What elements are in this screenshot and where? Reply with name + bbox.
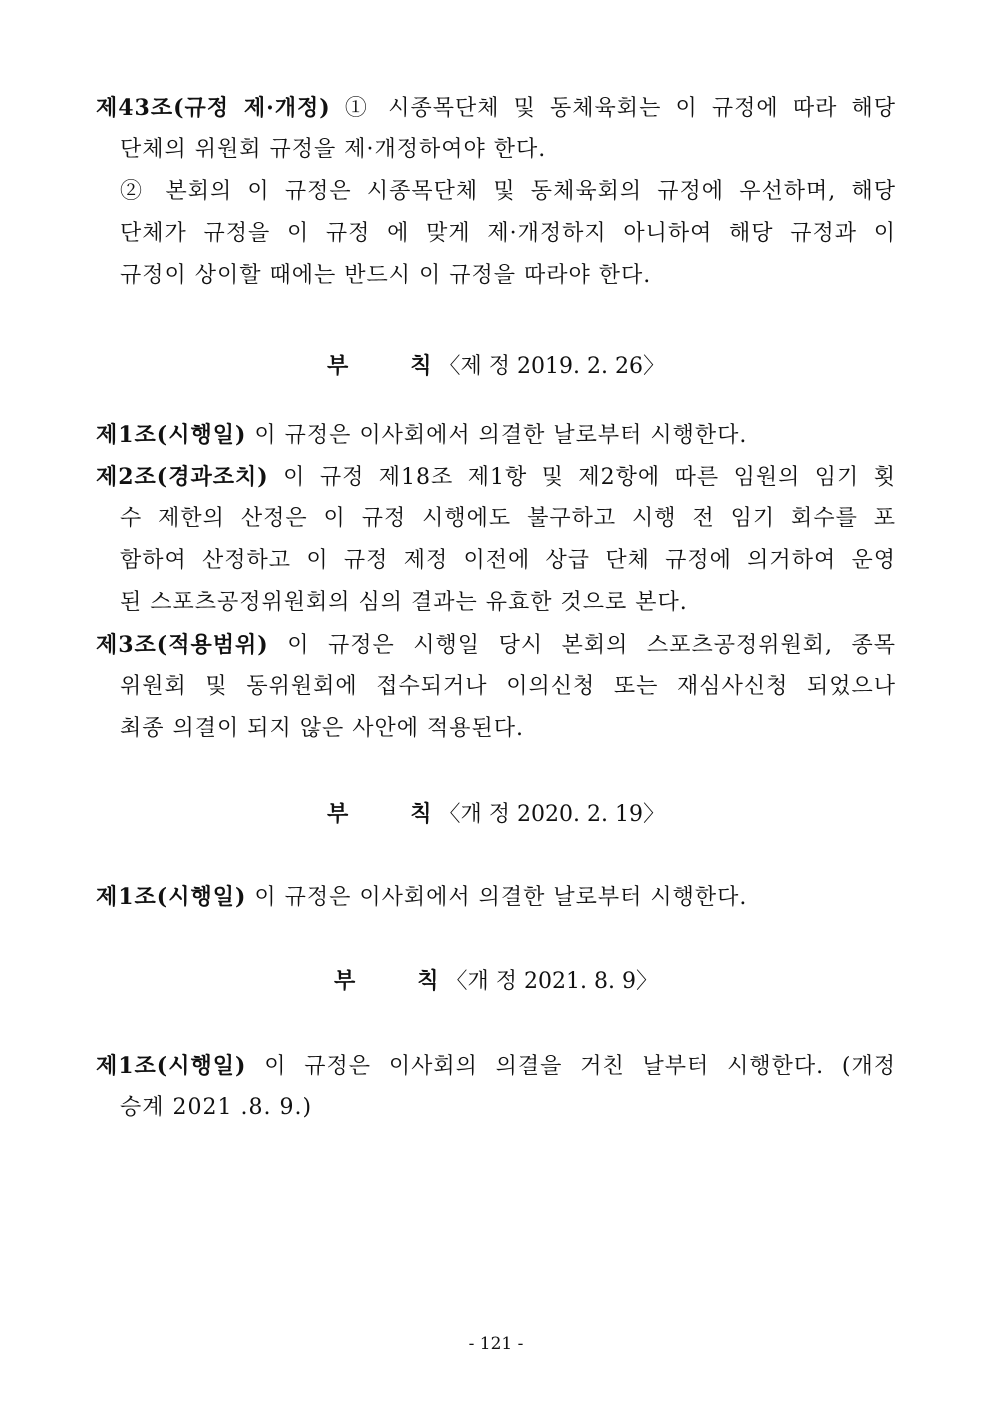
addendum-date: 〈제 정 2019. 2. 26〉 xyxy=(438,354,665,379)
article-43-line-1 xyxy=(96,93,896,124)
addendum-bu: 부 xyxy=(327,353,349,379)
addendum-chik: 칙 xyxy=(410,353,432,379)
article-text: 이 규정은 이사회에서 의결한 날로부터 시행한다. xyxy=(254,885,748,910)
article-text: 이 규정은 시행일 당시 본회의 스포츠공정위원회, 종목 xyxy=(287,633,896,658)
article-text: 이 규정은 이사회의 의결을 거친 날부터 시행한다. (개정 xyxy=(264,1054,896,1079)
addendum-bu: 부 xyxy=(327,801,349,827)
addendum-chik: 칙 xyxy=(410,801,432,827)
addendum-2021-article-1-line-2: 승계 2021 .8. 9.) xyxy=(120,1095,313,1120)
addendum-2021-article-1-line-1 xyxy=(96,1051,896,1082)
article-43-line-2: 단체의 위원회 규정을 제·개정하여야 한다. xyxy=(120,137,547,162)
addendum-chik: 칙 xyxy=(417,968,439,994)
article-43-line-5: 규정이 상이할 때에는 반드시 이 규정을 따라야 한다. xyxy=(120,263,652,288)
addendum-heading-2020 xyxy=(0,799,992,830)
article-title: 제2조(경과조치) xyxy=(96,464,269,490)
article-text: 이 규정 제18조 제1항 및 제2항에 따른 임원의 임기 횟 xyxy=(283,465,897,490)
article-title: 제3조(적용범위) xyxy=(96,632,269,658)
article-title: 제1조(시행일) xyxy=(96,422,247,448)
addendum-2019-article-3-line-3: 최종 의결이 되지 않은 사안에 적용된다. xyxy=(120,716,524,741)
addendum-bu: 부 xyxy=(334,968,356,994)
page-number: - 121 - xyxy=(468,1334,524,1354)
addendum-2019-article-2-line-2: 수 제한의 산정은 이 규정 시행에도 불구하고 시행 전 임기 회수를 포 xyxy=(120,506,896,531)
article-43-line-4: 단체가 규정을 이 규정 에 맞게 제·개정하지 아니하여 해당 규정과 이 xyxy=(120,221,896,246)
addendum-2019-article-1 xyxy=(96,420,896,451)
article-title: 제1조(시행일) xyxy=(96,1053,247,1079)
addendum-heading-2021 xyxy=(0,966,992,997)
addendum-heading-2019 xyxy=(0,351,992,382)
addendum-2019-article-2-line-3: 함하여 산정하고 이 규정 제정 이전에 상급 단체 규정에 의거하여 운영 xyxy=(120,548,896,573)
addendum-date: 〈개 정 2021. 8. 9〉 xyxy=(445,969,658,994)
article-43-title: 제43조(규정 제·개정) xyxy=(96,95,331,121)
article-text: 이 규정은 이사회에서 의결한 날로부터 시행한다. xyxy=(254,423,748,448)
addendum-2020-article-1 xyxy=(96,882,896,913)
addendum-2019-article-3-line-2: 위원회 및 동위원회에 접수되거나 이의신청 또는 재심사신청 되었으나 xyxy=(120,674,896,699)
addendum-2019-article-3-line-1 xyxy=(96,630,896,661)
addendum-2019-article-2-line-4: 된 스포츠공정위원회의 심의 결과는 유효한 것으로 본다. xyxy=(120,590,688,615)
addendum-2019-article-2-line-1 xyxy=(96,462,896,493)
article-title: 제1조(시행일) xyxy=(96,884,247,910)
addendum-date: 〈개 정 2020. 2. 19〉 xyxy=(438,802,665,827)
article-43-line-3: ② 본회의 이 규정은 시종목단체 및 동체육회의 규정에 우선하며, 해당 xyxy=(120,179,896,204)
article-43-text-1: ① 시종목단체 및 동체육회는 이 규정에 따라 해당 xyxy=(344,96,896,121)
